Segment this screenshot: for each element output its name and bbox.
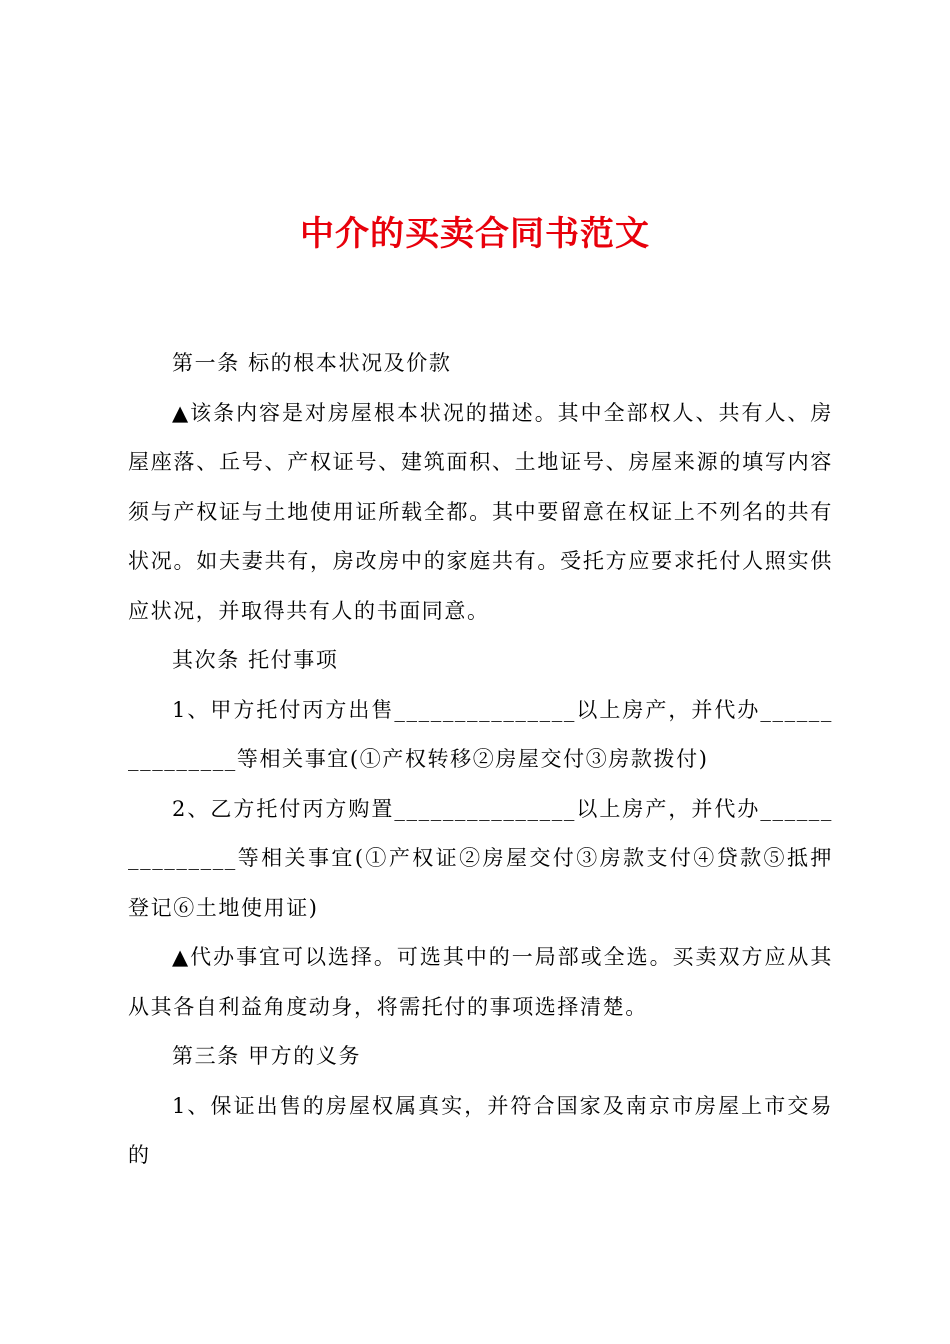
article-1-note: ▲该条内容是对房屋根本状况的描述。其中全部权人、共有人、房屋座落、丘号、产权证号、建筑面积、土地证号、房屋来源的填写内容须与产权证与土地使用证所载全都。其中要留意在权证上不列名的共有状况。如夫妻共有，房改房中的家庭共有。受托方应要求托付人照实供应状况，并取得共有人的书面同意。 (128, 400, 833, 623)
article-3-item-1: 1、保证出售的房屋权属真实，并符合国家及南京市房屋上市交易的 (128, 1093, 833, 1167)
document-body (128, 339, 833, 1181)
article-2-item-1: 1、甲方托付丙方出售_______________以上房产，并代办_______________等相关事宜(①产权转移②房屋交付③房款拨付) (128, 697, 833, 771)
document-title: 中介的买卖合同书范文 (300, 214, 650, 254)
article-1-heading: 第一条 标的根本状况及价款 (172, 351, 452, 375)
article-2-item-2: 2、乙方托付丙方购置_______________以上房产，并代办_______________等相关事宜(①产权证②房屋交付③房款支付④贷款⑤抵押登记⑥土地使用证) (128, 796, 833, 920)
article-2-heading: 其次条 托付事项 (172, 648, 339, 672)
article-3-heading: 第三条 甲方的义务 (172, 1044, 362, 1068)
article-2-note: ▲代办事宜可以选择。可选其中的一局部或全选。买卖双方应从其从其各自利益角度动身，将需托付的事项选择清楚。 (128, 945, 833, 1019)
